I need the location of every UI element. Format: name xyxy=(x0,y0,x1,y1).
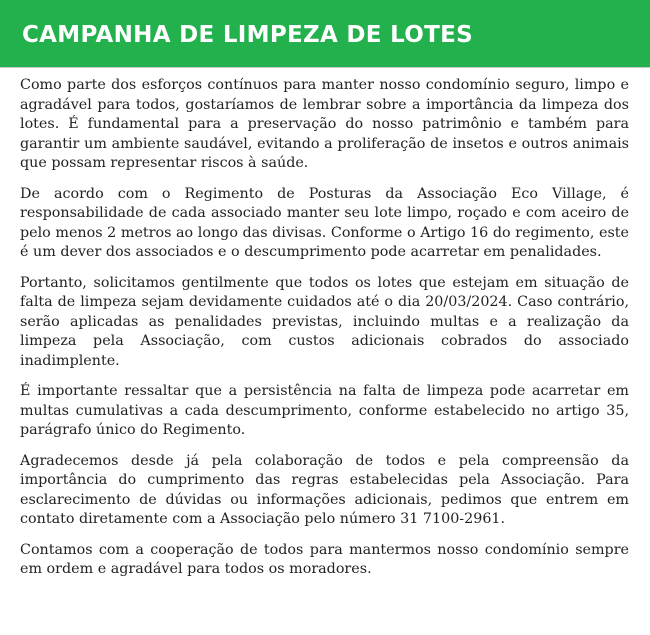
paragraph-penalties: É importante ressaltar que a persistência na falta de limpeza pode acarretar em multas cumulativas a cada descumprimento, conforme estabelecido no artigo 35, parágrafo único do Regimento. xyxy=(20,383,629,438)
paragraph-closing: Contamos com a cooperação de todos para mantermos nosso condomínio sempre em ordem e agradável para todos os moradores. xyxy=(20,541,629,577)
page-title: CAMPANHA DE LIMPEZA DE LOTES xyxy=(22,22,473,48)
paragraph-contact: Agradecemos desde já pela colaboração de todos e pela compreensão da importância do cumprimento das regras estabelecidas pela Associação. Para esclarecimento de dúvidas ou informações adicionais, pedimos que entrem em contato diretamente com a Associação pelo número 31 7100-2961. xyxy=(20,452,629,527)
notice-body xyxy=(20,76,629,591)
paragraph-intro: Como parte dos esforços contínuos para manter nosso condomínio seguro, limpo e agradável para todos, gostaríamos de lembrar sobre a importância da limpeza dos lotes. É fundamental para a preservação do nosso patrimônio e também para garantir um ambiente saudável, evitando a proliferação de insetos e outros animais que possam representar riscos à saúde. xyxy=(20,77,629,171)
paragraph-regulation: De acordo com o Regimento de Posturas da Associação Eco Village, é responsabilidade de cada associado manter seu lote limpo, roçado e com aceiro de pelo menos 2 metros ao longo das divisas. Conforme o Artigo 16 do regimento, este é um dever dos associados e o descumprimento pode acarretar em penalidades. xyxy=(20,185,629,260)
header-banner xyxy=(0,0,650,68)
paragraph-deadline: Portanto, solicitamos gentilmente que todos os lotes que estejam em situação de falta de limpeza sejam devidamente cuidados até o dia 20/03/2024. Caso contrário, serão aplicadas as penalidades previstas, incluindo multas e a realização da limpeza pela Associação, com custos adicionais cobrados do associado inadimplente. xyxy=(20,274,629,369)
